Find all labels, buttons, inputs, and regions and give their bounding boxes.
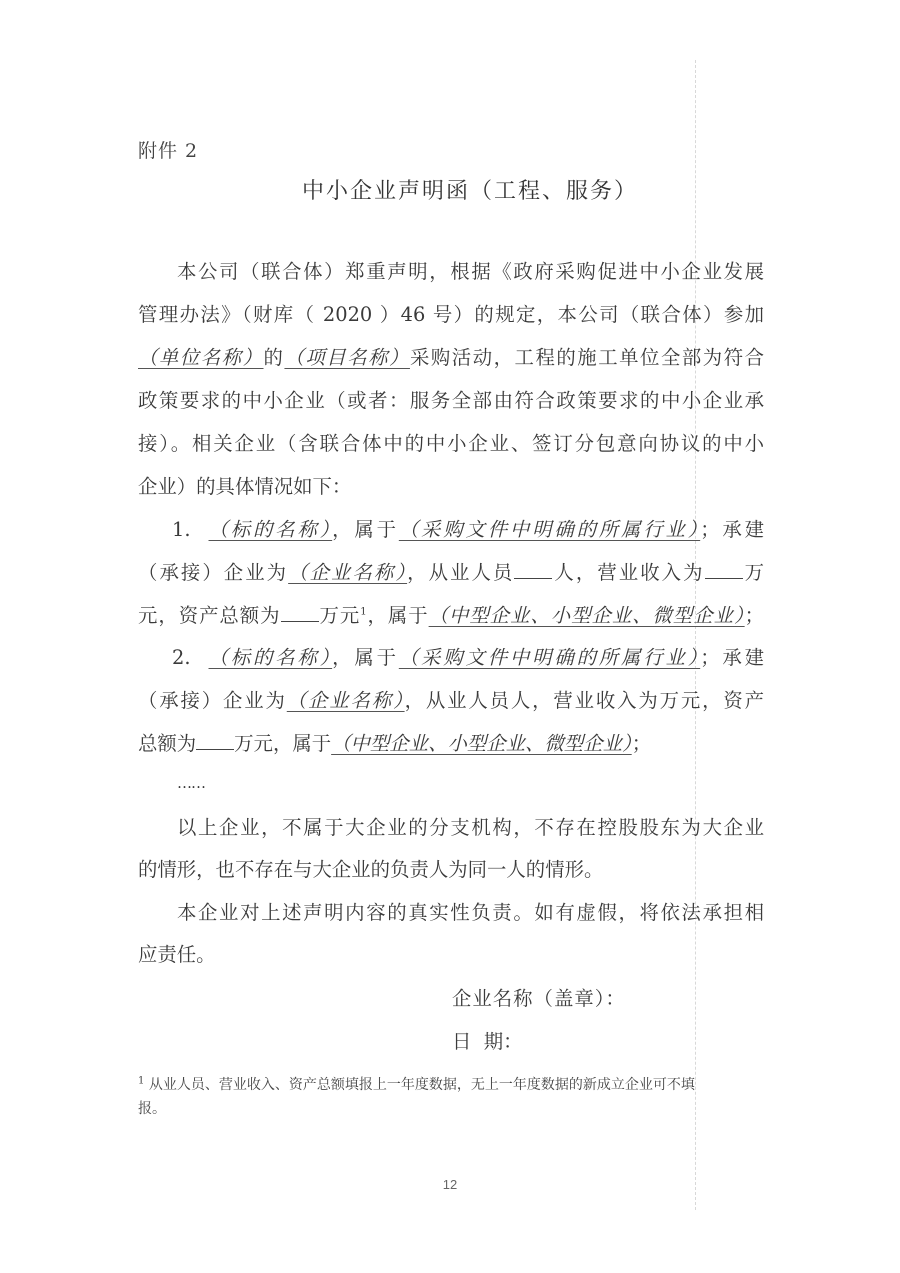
intro-line-5: 接）。相关企业（含联合体中的中小企业、签订分包意向协议的中小 — [138, 432, 764, 455]
subject-name-field[interactable]: （标的名称） — [208, 646, 333, 669]
footnote-line-1 — [138, 1074, 778, 1096]
text: 万元 — [318, 604, 361, 627]
project-name-field[interactable]: （项目名称） — [284, 346, 410, 369]
text: ，属于 — [366, 604, 429, 627]
page-title: 中小企业声明函（工程、服务） — [301, 179, 638, 204]
item1-line-2 — [138, 558, 764, 588]
text: 的 — [263, 346, 285, 369]
footnote-ref: 1 — [360, 606, 367, 618]
text: ，属于 — [332, 518, 399, 541]
company-name-field[interactable]: （企业名称） — [286, 689, 405, 712]
text: 万 — [742, 561, 765, 584]
text: ；承建 — [700, 518, 765, 541]
text: 人，营业收入为 — [552, 561, 705, 584]
item2-line-3 — [138, 729, 764, 759]
liability-line-1: 本企业对上述声明内容的真实性负责。如有虚假，将依法承担相 — [177, 901, 764, 924]
assets-blank[interactable] — [196, 729, 234, 750]
footnote-text: 从业人员、营业收入、资产总额填报上一年度数据，无上一年度数据的新成立企业可不填 — [148, 1077, 695, 1093]
text: 总额为 — [138, 732, 197, 755]
intro-line-3 — [138, 343, 764, 373]
text: ； — [744, 604, 765, 627]
company-seal-label: 企业名称（盖章）： — [452, 987, 626, 1010]
industry-field[interactable]: （采购文件中明确的所属行业） — [398, 646, 701, 669]
unit-name-field[interactable]: （单位名称） — [138, 346, 264, 369]
employees-blank[interactable] — [514, 558, 552, 579]
revenue-blank[interactable] — [705, 558, 743, 579]
attachment-label: 附件 2 — [138, 140, 199, 162]
item1-line-1 — [138, 515, 764, 545]
item-number: 2. — [172, 646, 191, 669]
text: 元，资产总额为 — [138, 604, 281, 627]
text: 万元，属于 — [234, 732, 332, 755]
date-label: 日 期： — [452, 1030, 523, 1053]
enterprise-size-field[interactable]: （中型企业、小型企业、微型企业） — [428, 604, 745, 627]
text: ； — [631, 732, 652, 755]
text: ，属于 — [332, 646, 399, 669]
intro-line-1: 本公司（联合体）郑重声明，根据《政府采购促进中小企业发展 — [177, 260, 764, 283]
text: ，从业人员 — [407, 561, 515, 584]
intro-line-6: 企业）的具体情况如下： — [138, 475, 352, 498]
not-large-line-1: 以上企业，不属于大企业的分支机构，不存在控股股东为大企业 — [177, 816, 764, 839]
subject-name-field[interactable]: （标的名称） — [208, 518, 333, 541]
intro-line-4: 政策要求的中小企业（或者：服务全部由符合政策要求的中小企业承 — [138, 389, 764, 412]
text: （承接）企业为 — [138, 689, 287, 712]
intro-line-2: 管理办法》（财库（ 2020 ）46 号）的规定，本公司（联合体）参加 — [138, 303, 764, 326]
item-number: 1. — [172, 518, 191, 541]
scan-artifact-line — [695, 60, 696, 1210]
text: 采购活动，工程的施工单位全部为符合 — [409, 346, 765, 369]
text: （承接）企业为 — [138, 561, 289, 584]
text: ，从业人员人，营业收入为万元，资产 — [404, 689, 764, 712]
item1-line-3 — [138, 601, 764, 631]
item2-line-2 — [138, 686, 764, 716]
page-number: 12 — [442, 1177, 458, 1192]
not-large-line-2: 的情形，也不存在与大企业的负责人为同一人的情形。 — [138, 858, 604, 881]
liability-line-2: 应责任。 — [138, 943, 216, 966]
assets-blank[interactable] — [281, 601, 319, 622]
item2-line-1 — [138, 643, 764, 673]
company-name-field[interactable]: （企业名称） — [288, 561, 408, 584]
footnote-line-2: 报。 — [138, 1101, 166, 1117]
footnote-marker: 1 — [138, 1075, 145, 1087]
enterprise-size-field[interactable]: （中型企业、小型企业、微型企业） — [331, 732, 632, 755]
ellipsis: …… — [177, 774, 205, 792]
industry-field[interactable]: （采购文件中明确的所属行业） — [398, 518, 701, 541]
text: ；承建 — [700, 646, 765, 669]
